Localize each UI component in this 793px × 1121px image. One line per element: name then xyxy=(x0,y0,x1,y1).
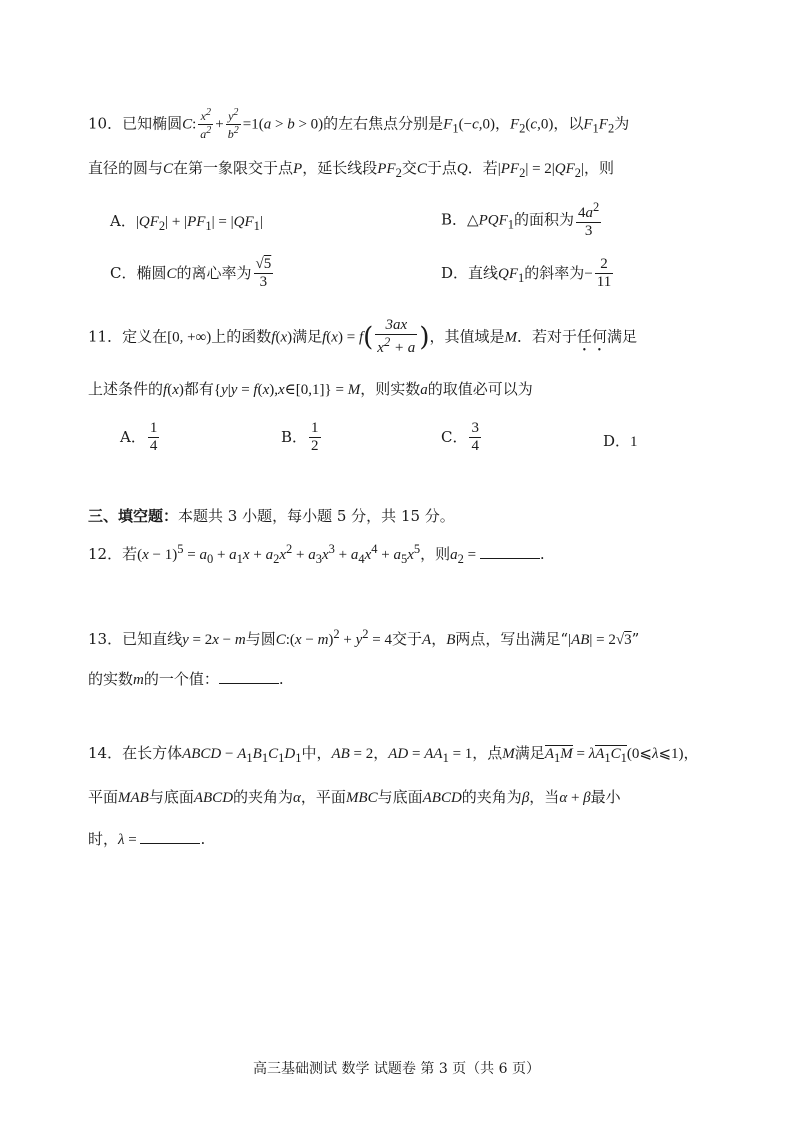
q11-l2d: 的取值必可以为 xyxy=(427,380,533,398)
q11-line1: 11．定义在[0, +∞)上的函数f(x)满足f(x) = f( $\frac{3ax}{x^2 + a}$ )，其值域是M．若对于任何满足 xyxy=(88,317,638,357)
q10-suffix: 的左右焦点分别是 xyxy=(323,114,444,133)
q10-line2: 直径的圆与C在第一象限交于点P，延长线段$PF_2$交C于点Q．若$|PF_2| = 2|QF_2|$，则 xyxy=(88,159,615,180)
q14-l3a: 时， xyxy=(88,830,119,848)
q10-option-a: A．$|QF_2| + |PF_1| = |QF_1|$ xyxy=(110,212,263,233)
q11-emph: 任何 xyxy=(577,327,608,346)
q12-line: 12．若$(x - 1)^5 = a_0 + a_1x + a_2x^2 + a_3x^3 + a_4x^4 + a_5x^5$，则$a_2$ = . xyxy=(88,542,545,566)
q13-answer-blank xyxy=(219,669,279,684)
q11-line2: 上述条件的f(x)都有{y|y = f(x),x∈[0,1]} = M，则实数a的取值必可以为 xyxy=(88,380,533,398)
q14-answer-blank xyxy=(140,829,200,844)
frac-3-4: $\frac{3}{4}$ xyxy=(471,420,479,455)
q10-optb-text: 的面积为 xyxy=(514,210,575,229)
q11-t2: 满足 xyxy=(292,327,323,346)
frac-4a2-3: $\frac{4a^2}{3}$ xyxy=(578,200,600,240)
q10-l2f: ．若 xyxy=(467,159,498,177)
option-label: C． xyxy=(441,427,468,446)
section-desc: 本题共 3 小题，每小题 5 分，共 15 分。 xyxy=(178,507,455,525)
q14-l2a: 平面 xyxy=(88,788,119,806)
q14-end: . xyxy=(200,830,206,848)
frac-y2b2: $\frac{y^2}{b^2}$ xyxy=(227,107,239,141)
q11-t5: 满足 xyxy=(607,327,638,346)
q14-t2: ， xyxy=(373,744,389,762)
option-label: D． xyxy=(441,263,469,282)
q14-line1: 14．在长方体ABCD − $A_1B_1C_1D_1$中，AB = 2，AD = $AA_1 = 1$，点M满足$A_1M$ = $\lambda A_1C_1(0⩽\lambda⩽1)$， xyxy=(88,744,699,765)
q11-t4: ．若对于 xyxy=(516,327,577,346)
q10-optd-text2: 的斜率为 xyxy=(524,263,585,282)
q14-prefix: 14．在长方体 xyxy=(88,744,183,762)
q11-t1: 上的函数 xyxy=(211,327,272,346)
q13-line2: 的实数m的一个值： . xyxy=(88,670,284,688)
section-heading xyxy=(88,509,455,524)
q10-optc-text: 椭圆 xyxy=(136,263,167,282)
frac-x2a2: $\frac{x^2}{a^2}$ xyxy=(200,107,212,141)
q12-end: . xyxy=(539,545,545,563)
q14-line2: 平面MAB与底面ABCD的夹角为α，平面MBC与底面ABCD的夹角为β，当α + β最小 xyxy=(88,788,621,806)
q13-t3: ， xyxy=(431,630,447,648)
q13-l2: 的实数 xyxy=(88,670,134,688)
q10-option-d: D．直线$QF_1$的斜率为− $\frac{2}{11}$ xyxy=(441,256,612,291)
q14-l2c: 的夹角为 xyxy=(233,788,294,806)
frac-2-11: $\frac{2}{11}$ xyxy=(596,256,612,291)
q12-prefix: 12．若 xyxy=(88,545,138,563)
option-label: D． xyxy=(603,432,631,450)
q13-t5: ” xyxy=(631,630,640,648)
q14-l2b: 与底面 xyxy=(148,788,194,806)
q11-option-c xyxy=(441,420,483,456)
q11-option-a xyxy=(120,420,161,456)
q14-t1: 中， xyxy=(301,744,332,762)
q10-l2g: ，则 xyxy=(584,159,615,177)
q10-l2a: 直径的圆与 xyxy=(88,159,164,177)
q11-option-d xyxy=(603,430,638,451)
q10-l2e: 于点 xyxy=(426,159,457,177)
option-label: B． xyxy=(441,210,468,229)
q10-optc-text2: 的离心率为 xyxy=(176,263,252,282)
q11-prefix: 11．定义在 xyxy=(88,327,168,346)
frac-1-2: $\frac{1}{2}$ xyxy=(311,420,319,455)
option-label: C． xyxy=(110,263,137,282)
q14-l2f: 的夹角为 xyxy=(461,788,522,806)
q11-option-b xyxy=(281,420,323,456)
option-label: A． xyxy=(120,427,146,446)
q13-t4: 两点，写出满足“ xyxy=(455,630,569,648)
q11-l2a: 上述条件的 xyxy=(88,380,164,398)
q13-end: . xyxy=(278,670,284,688)
q12-answer-blank xyxy=(480,544,540,559)
ellipse-eq: C xyxy=(182,116,193,133)
q13-t1: 与圆 xyxy=(245,630,276,648)
q13-t2: 交于 xyxy=(392,630,423,648)
section-title: 三、填空题： xyxy=(88,507,179,525)
option-label: B． xyxy=(281,427,308,446)
q14-l2g: ，当 xyxy=(529,788,560,806)
q10-optd-text: 直线 xyxy=(468,263,499,282)
q11-optd-val: 1 xyxy=(630,434,638,450)
q14-l2e: 与底面 xyxy=(377,788,423,806)
frac-1-4: $\frac{1}{4}$ xyxy=(149,420,158,455)
q10-option-c: C．椭圆C的离心率为 $\frac{√5}{3}$ xyxy=(110,256,272,291)
q10-l1-tail: ，以 xyxy=(553,114,584,133)
q14-l2h: 最小 xyxy=(590,788,621,806)
q11-l2c: ，则实数 xyxy=(360,380,421,398)
q10-l2d: 交 xyxy=(401,159,417,177)
page-footer: 高三基础测试 数学 试题卷 第 3 页（共 6 页） xyxy=(253,1061,540,1077)
q11-l2b: 都有 xyxy=(183,380,214,398)
q13-l2b: 的一个值： xyxy=(143,670,219,688)
q10-prefix: 10．已知椭圆 xyxy=(88,114,183,133)
q11-t3: ，其值域是 xyxy=(429,327,505,346)
q10-l1-end: 为 xyxy=(614,114,630,133)
frac-sqrt5-3: $\frac{√5}{3}$ xyxy=(255,256,272,291)
q10-line1: 10．已知椭圆C: $\frac{x^2}{a^2}$ + $\frac{y^2}{b^2}$ =1(a > b > 0)的左右焦点分别是$F_1(-c,0)$，$F_2(c,0)$，以$F_1F_2$为 xyxy=(88,107,630,141)
q13-line1: 13．已知直线y = 2x − m与圆C:(x − $m)^2 + y^2 = 4$交于A，B两点，写出满足“|AB| = 2√3” xyxy=(88,627,640,648)
q14-t3: ，点 xyxy=(472,744,503,762)
q14-l2d: ，平面 xyxy=(300,788,346,806)
q10-l2b: 在第一象限交于点 xyxy=(173,159,294,177)
q12-mid: ，则 xyxy=(420,545,451,563)
option-label: A． xyxy=(110,212,136,230)
q13-prefix: 13．已知直线 xyxy=(88,630,183,648)
q14-line3: 时，λ = . xyxy=(88,830,206,848)
frac-3ax: $\frac{3ax}{x^2 + a}$ xyxy=(377,317,416,357)
q10-l2c: ，延长线段 xyxy=(302,159,378,177)
q10-option-b: B．$\triangle PQF_1$的面积为 $\frac{4a^2}{3}$ xyxy=(441,200,600,240)
q14-t4: 满足 xyxy=(514,744,545,762)
